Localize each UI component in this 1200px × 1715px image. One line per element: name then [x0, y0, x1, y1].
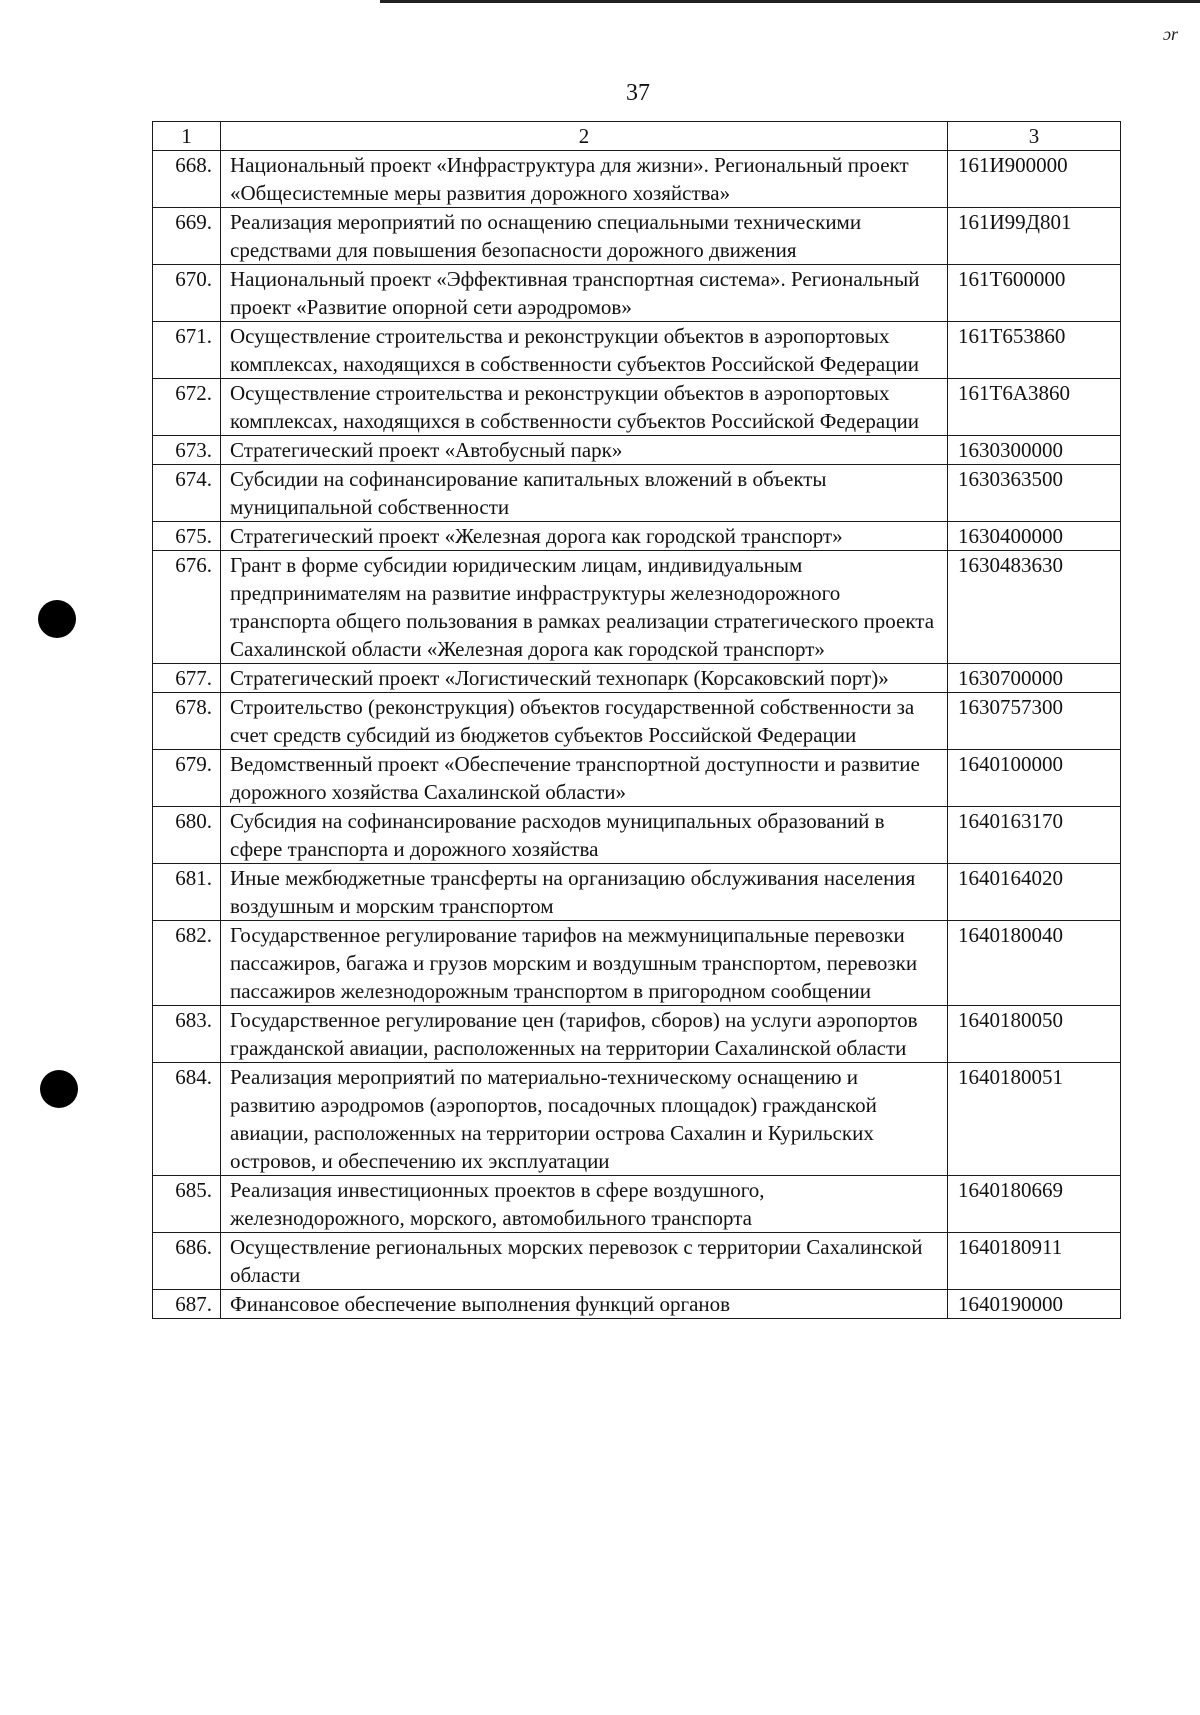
row-number: 682. [153, 921, 221, 1006]
row-description: Субсидия на софинансирование расходов муниципальных образований в сфере транспорта и дорожного хозяйства [221, 807, 948, 864]
table-row [153, 379, 1121, 436]
row-code: 161Т6А3860 [948, 379, 1121, 436]
column-header-number: 1 [153, 122, 221, 151]
row-code: 161И900000 [948, 151, 1121, 208]
row-code: 1640100000 [948, 750, 1121, 807]
row-description: Реализация инвестиционных проектов в сфере воздушного, железнодорожного, морского, автомобильного транспорта [221, 1176, 948, 1233]
table-row [153, 208, 1121, 265]
table-row [153, 750, 1121, 807]
corner-handwritten-mark: ɔr [1163, 24, 1178, 44]
punch-hole [38, 600, 76, 638]
row-number: 686. [153, 1233, 221, 1290]
row-code: 161Т600000 [948, 265, 1121, 322]
table-row [153, 664, 1121, 693]
row-code: 1640180040 [948, 921, 1121, 1006]
row-description: Реализация мероприятий по оснащению специальными техническими средствами для повышения безопасности дорожного движения [221, 208, 948, 265]
column-header-description: 2 [221, 122, 948, 151]
row-code: 1640164020 [948, 864, 1121, 921]
row-description: Ведомственный проект «Обеспечение транспортной доступности и развитие дорожного хозяйства Сахалинской области» [221, 750, 948, 807]
row-number: 671. [153, 322, 221, 379]
row-description: Стратегический проект «Железная дорога как городской транспорт» [221, 522, 948, 551]
page-number: 37 [626, 80, 650, 106]
row-description: Реализация мероприятий по материально-техническому оснащению и развитию аэродромов (аэропортов, посадочных площадок) гражданской авиации, расположенных на территории острова Сахалин и Курильских островов, и обеспечению их эксплуатации [221, 1063, 948, 1176]
row-description: Стратегический проект «Логистический технопарк (Корсаковский порт)» [221, 664, 948, 693]
row-code: 1640180669 [948, 1176, 1121, 1233]
row-code: 1630300000 [948, 436, 1121, 465]
row-number: 675. [153, 522, 221, 551]
row-code: 1630700000 [948, 664, 1121, 693]
row-description: Осуществление региональных морских перевозок с территории Сахалинской области [221, 1233, 948, 1290]
row-number: 673. [153, 436, 221, 465]
row-number: 684. [153, 1063, 221, 1176]
table-row [153, 265, 1121, 322]
row-description: Строительство (реконструкция) объектов государственной собственности за счет средств субсидий из бюджетов субъектов Российской Федерации [221, 693, 948, 750]
table-row [153, 151, 1121, 208]
table-row [153, 322, 1121, 379]
row-description: Субсидии на софинансирование капитальных вложений в объекты муниципальной собственности [221, 465, 948, 522]
row-code: 161Т653860 [948, 322, 1121, 379]
row-description: Финансовое обеспечение выполнения функций органов [221, 1290, 948, 1319]
row-number: 683. [153, 1006, 221, 1063]
row-code: 1640163170 [948, 807, 1121, 864]
table-row [153, 1006, 1121, 1063]
row-description: Иные межбюджетные трансферты на организацию обслуживания населения воздушным и морским транспортом [221, 864, 948, 921]
table-row [153, 465, 1121, 522]
row-number: 674. [153, 465, 221, 522]
row-number: 680. [153, 807, 221, 864]
row-description: Государственное регулирование цен (тарифов, сборов) на услуги аэропортов гражданской авиации, расположенных на территории Сахалинской области [221, 1006, 948, 1063]
table-row [153, 1233, 1121, 1290]
row-number: 668. [153, 151, 221, 208]
row-description: Национальный проект «Инфраструктура для жизни». Региональный проект «Общесистемные меры развития дорожного хозяйства» [221, 151, 948, 208]
row-code: 1630363500 [948, 465, 1121, 522]
table-row [153, 1176, 1121, 1233]
table-row [153, 551, 1121, 664]
table-body [153, 151, 1121, 1319]
table-row [153, 522, 1121, 551]
row-number: 679. [153, 750, 221, 807]
row-number: 685. [153, 1176, 221, 1233]
scan-top-rule [380, 0, 1200, 3]
table-row [153, 436, 1121, 465]
table-row [153, 921, 1121, 1006]
row-description: Осуществление строительства и реконструкции объектов в аэропортовых комплексах, находящихся в собственности субъектов Российской Федерации [221, 322, 948, 379]
row-number: 672. [153, 379, 221, 436]
row-code: 1640180051 [948, 1063, 1121, 1176]
row-description: Государственное регулирование тарифов на межмуниципальные перевозки пассажиров, багажа и грузов морским и воздушным транспортом, перевозки пассажиров железнодорожным транспортом в пригородном сообщении [221, 921, 948, 1006]
row-code: 1640180050 [948, 1006, 1121, 1063]
row-number: 678. [153, 693, 221, 750]
row-number: 687. [153, 1290, 221, 1319]
table-row [153, 693, 1121, 750]
row-code: 1640190000 [948, 1290, 1121, 1319]
row-description: Стратегический проект «Автобусный парк» [221, 436, 948, 465]
row-code: 1630400000 [948, 522, 1121, 551]
row-number: 669. [153, 208, 221, 265]
row-code: 1640180911 [948, 1233, 1121, 1290]
row-number: 670. [153, 265, 221, 322]
punch-hole [40, 1070, 78, 1108]
row-code: 1630757300 [948, 693, 1121, 750]
budget-classification-table [152, 121, 1121, 1319]
table-row [153, 864, 1121, 921]
table-row [153, 1063, 1121, 1176]
table-row [153, 1290, 1121, 1319]
row-number: 677. [153, 664, 221, 693]
row-description: Национальный проект «Эффективная транспортная система». Региональный проект «Развитие опорной сети аэродромов» [221, 265, 948, 322]
table-row [153, 807, 1121, 864]
row-code: 1630483630 [948, 551, 1121, 664]
column-header-code: 3 [948, 122, 1121, 151]
row-number: 681. [153, 864, 221, 921]
row-number: 676. [153, 551, 221, 664]
row-description: Осуществление строительства и реконструкции объектов в аэропортовых комплексах, находящихся в собственности субъектов Российской Федерации [221, 379, 948, 436]
row-code: 161И99Д801 [948, 208, 1121, 265]
table-header-row [153, 122, 1121, 151]
row-description: Грант в форме субсидии юридическим лицам, индивидуальным предпринимателям на развитие инфраструктуры железнодорожного транспорта общего пользования в рамках реализации стратегического проекта Сахалинской области «Железная дорога как городской транспорт» [221, 551, 948, 664]
